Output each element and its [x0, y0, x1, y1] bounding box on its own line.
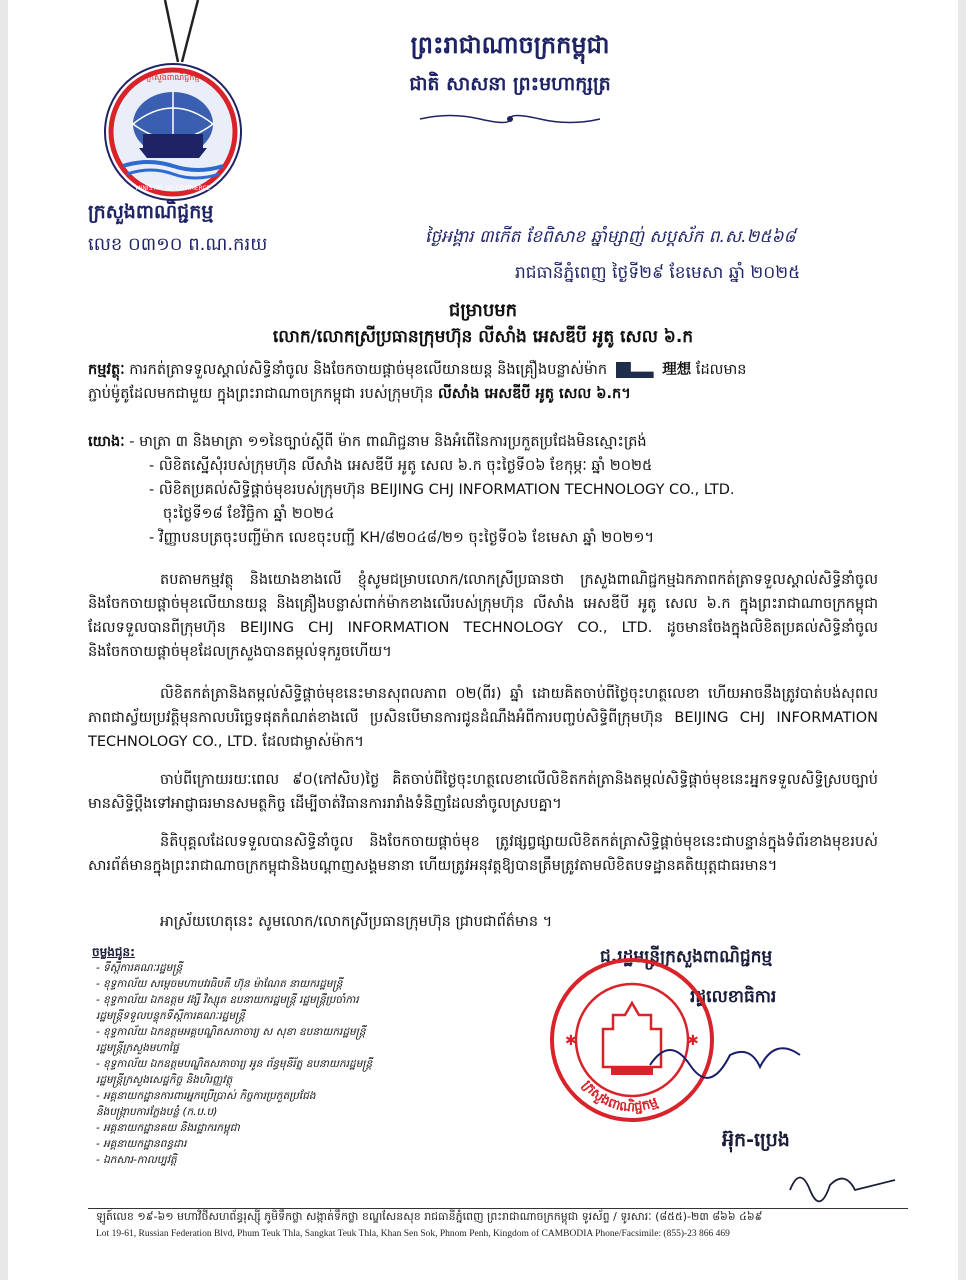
reference-item: មាត្រា ៣ និងមាត្រា ១១នៃច្បាប់ស្តីពី ម៉ាក ពាណិជ្ជនាម និងអំពើនៃការប្រកួតប្រជែងមិនស្មោះត្រង់: [139, 434, 647, 450]
seal-text: ក្រសួងពាណិជ្ជកម្ម: [579, 1077, 661, 1116]
reference-item: លិខិតប្រគល់សិទ្ធិផ្តាច់មុខរបស់ក្រុមហ៊ុន BEIJING CHJ INFORMATION TECHNOLOGY CO., LTD.: [158, 482, 735, 498]
body-paragraph: និតិបុគ្គលដែលទទួលបានសិទ្ធិនាំចូល និងចែកចាយផ្តាច់មុខ ត្រូវផ្សព្វផ្សាយលិខិតកត់ត្រាសិទ្ធិផ្តាច់មុខនេះជាបន្ទាន់ក្នុងទំព័រខាងមុខរបស់សារព័ត៌មានក្នុងព្រះរាជាណាចក្រកម្ពុជានិងបណ្តាញសង្គមនានា ហើយត្រូវអនុវត្តឱ្យបានត្រឹមត្រូវតាមលិខិតបទដ្ឋានគតិយុត្តជាធរមាន។: [88, 834, 878, 874]
subject-text-3: ភ្ជាប់ម៉ូតូ​ដែលមកជាមួយ ក្នុងព្រះរាជាណាចក្រកម្ពុជា របស់ក្រុមហ៊ុន: [88, 386, 434, 402]
salutation-label: ជម្រាបមក: [448, 300, 518, 321]
references-block: យោងៈ - មាត្រា ៣ និងមាត្រា ១១នៃច្បាប់ស្តីពី ម៉ាក ពាណិជ្ជនាម និងអំពើនៃការប្រកួតប្រជែងមិនស្មោះត្រង់ - លិខិតស្នើសុំរបស់ក្រុមហ៊ុន លីសាំង អេសឌីបី អូតូ សេល ៦.ក ចុះថ្ងៃទី០៦ ខែកុម្ភៈ ឆ្នាំ ២០២៥ - លិខិតប្រគល់សិទ្ធិផ្តាច់មុខរបស់ក្រុមហ៊ុន BEIJING CHJ INFORMATION TECHNOLOGY CO., LTD. ចុះថ្ងៃទី១៨ ខែវិច្ឆិកា ឆ្នាំ ២០២៤ - វិញ្ញាបនបត្រចុះបញ្ជីម៉ាក លេខចុះបញ្ជី KH/៨២០៤៨/២១ ចុះថ្ងៃទី០៦ ខែមេសា ឆ្នាំ ២០២១។: [88, 430, 878, 550]
lunar-date: ថ្ងៃអង្គារ ៣កើត ខែពិសាខ ឆ្នាំម្សាញ់ សប្តស័ក ព.ស.២៥៦៨: [425, 227, 796, 247]
footer-address-khmer: ឡូត៍លេខ ១៩-៦១ មហាវិថីសហព័ន្ធរុស្ស៊ី ភូមិទឹកថ្លា សង្កាត់ទឹកថ្លា ខណ្ឌសែនសុខ រាជធានីភ្នំពេញ ព្រះរាជាណាចក្រកម្ពុជា ទូរស័ព្ទ / ទូរសារៈ (៨៥៥)-២៣ ៨៦៦ ៤៦៩: [96, 1210, 763, 1223]
cc-item: - ឯកសារ-កាលប្បវត្តិ: [96, 1154, 177, 1166]
cc-item: - ខុទ្ទកាល័យ សម្តេចមហាបវរធិបតី ហ៊ុន ម៉ាណែត នាយករដ្ឋមន្ត្រី: [96, 978, 343, 990]
subject-label: កម្មវត្ថុៈ: [88, 362, 125, 378]
cc-item: រដ្ឋមន្ត្រីក្រសួងមហាផ្ទៃ: [96, 1042, 179, 1054]
handwritten-signature: [640, 1025, 810, 1085]
cc-item: រដ្ឋមន្ត្រីក្រសួងសេដ្ឋកិច្ច និងហិរញ្ញវត្ថុ: [96, 1074, 233, 1086]
cc-item: - ខុទ្ទកាល័យ ឯកឧត្តមបណ្ឌិតសភាចារ្យ អូន ព័ន្ធមុនីរ័ត្ន ឧបនាយករដ្ឋមន្ត្រី: [96, 1058, 373, 1070]
cc-item: - អគ្គនាយកដ្ឋានការពារអ្នកប្រើប្រាស់ កិច្ចការប្រកួតប្រជែង: [96, 1090, 316, 1102]
ornament-divider: [410, 112, 610, 126]
scan-edge-left: [0, 0, 8, 1280]
lanyard-string: [160, 0, 200, 70]
cc-item: - ខុទ្ទកាល័យ ឯកឧត្តម វង្សី វិស្សុត ឧបនាយករដ្ឋមន្ត្រី រដ្ឋមន្ត្រីប្រចាំការ: [96, 994, 359, 1006]
subject-company: លីសាំង អេសឌីបី អូតូ សេល ៦.ក។: [438, 386, 631, 402]
reference-item: វិញ្ញាបនបត្រចុះបញ្ជីម៉ាក លេខចុះបញ្ជី KH/៨២០៤៨/២១ ចុះថ្ងៃទី០៦ ខែមេសា ឆ្នាំ ២០២១។: [158, 530, 655, 546]
ministry-logo: [103, 62, 243, 202]
footer-address-english: Lot 19-61, Russian Federation Blvd, Phum Teuk Thla, Sangkat Teuk Thla, Khan Sen Sok, Phnom Penh, Kingdom of CAMBODIA Phone/Facsimile: (855)-23 866 469: [96, 1229, 730, 1239]
brand-name: 理想: [662, 362, 692, 378]
references-label: យោងៈ: [88, 434, 125, 450]
body-paragraph: តបតាមកម្មវត្ថុ និងយោងខាងលើ ខ្ញុំសូមជម្រាបលោក/លោកស្រីប្រធានថា ក្រសួងពាណិជ្ជកម្មឯកភាពកត់ត្រាទទួលស្គាល់សិទ្ធិនាំចូល និងចែកចាយផ្តាច់មុខលើយានយន្ត និងគ្រឿងបន្លាស់ពាក់ម៉ាកខាងលើរបស់ក្រុមហ៊ុន លីសាំង អេសឌីបី អូតូ សេល ៦.ក ក្នុងព្រះរាជាណាចក្រកម្ពុជា ដែលទទួលបានពីក្រុមហ៊ុន BEIJING CHJ INFORMATION TECHNOLOGY CO., LTD. ដូចមានចែងក្នុងលិខិតប្រគល់សិទ្ធិនាំចូល និងចែកចាយផ្តាច់មុខដែលក្រសួងបានតម្កល់ទុករួចហើយ។: [88, 572, 878, 660]
logo-caption-text: MINISTRY OF COMMERCE: [135, 185, 211, 192]
subject-block: [88, 358, 878, 406]
cc-item: និងបង្ក្រាបការក្លែងបន្លំ (ក.ប.ប): [96, 1106, 218, 1118]
body-paragraph: លិខិតកត់ត្រានិងតម្កល់សិទ្ធិផ្តាច់មុខនេះមានសុពលភាព ០២(ពីរ) ឆ្នាំ ដោយគិតចាប់ពីថ្ងៃចុះហត្ថលេខា ហើយអាចនឹងត្រូវបាត់បង់សុពលភាពជាស្វ័យប្រវត្តិមុនកាលបរិច្ឆេទផុតកំណត់ខាងលើ ប្រសិនបើមានការជូនដំណឹងអំពីការបញ្ចប់សិទ្ធិពីក្រុមហ៊ុន BEIJING CHJ INFORMATION TECHNOLOGY CO., LTD. ដែលជាម្ចាស់ម៉ាក។: [88, 686, 878, 750]
signatory-title: ជ.រដ្ឋមន្ត្រីក្រសួងពាណិជ្ជកម្ម: [600, 947, 773, 967]
scan-edge-right: [958, 0, 966, 1280]
svg-text:✱: ✱: [565, 1033, 577, 1049]
kingdom-title: ព្រះរាជាណាចក្រកម្ពុជា: [410, 31, 610, 59]
recipient-name: លោក/លោកស្រីប្រធានក្រុមហ៊ុន លីសាំង អេសឌីបី អូតូ សេល ៦.ក: [272, 327, 694, 347]
brand-logo-icon: [616, 362, 654, 378]
signatory-position: រដ្ឋលេខាធិការ: [690, 987, 777, 1007]
reference-number: លេខ ០៣១០ ព.ណ.ករយ: [88, 234, 268, 255]
cc-item: - ទីស្តីការគណៈរដ្ឋមន្ត្រី: [96, 962, 183, 974]
body-paragraph: ចាប់ពីក្រោយរយៈពេល ៩០(កៅសិប)ថ្ងៃ គិតចាប់ពីថ្ងៃចុះហត្ថលេខាលើលិខិតកត់ត្រានិងតម្កល់សិទ្ធិផ្តាច់មុខនេះអ្នកទទួលសិទ្ធិស្របច្បាប់មានសិទ្ធិប្តឹងទៅអាជ្ញាធរមានសមត្ថកិច្ច ដើម្បីចាត់វិធានការរារាំងទំនិញដែលនាំចូលស្របគ្នា។: [88, 772, 878, 812]
signatory-name: អ៊ុក-ប្រេង: [722, 1129, 790, 1151]
reference-item: លិខិតស្នើសុំរបស់ក្រុមហ៊ុន លីសាំង អេសឌីបី អូតូ សេល ៦.ក ចុះថ្ងៃទី០៦ ខែកុម្ភៈ ឆ្នាំ ២០២៥: [158, 458, 653, 474]
cc-item: រដ្ឋមន្ត្រីទទួលបន្ទុកទីស្តីការគណៈរដ្ឋមន្ត្រី: [96, 1010, 245, 1022]
initial-signature: [785, 1160, 905, 1210]
closing-line: អាស្រ័យហេតុនេះ សូមលោក/លោកស្រីប្រធានក្រុមហ៊ុន ជ្រាបជាព័ត៌មាន ។: [160, 914, 553, 930]
logo-banner-text: ក្រសួងពាណិជ្ជកម្ម: [146, 73, 200, 82]
solar-date: រាជធានីភ្នំពេញ ថ្ងៃទី២៩ ខែមេសា ឆ្នាំ ២០២៥: [515, 263, 801, 283]
cc-item: - ខុទ្ទកាល័យ ឯកឧត្តមអគ្គបណ្ឌិតសភាចារ្យ ស សុខា ឧបនាយករដ្ឋមន្ត្រី: [96, 1026, 366, 1038]
cc-title: ចម្លងជូន:: [92, 945, 135, 959]
subject-text-1: ការកត់ត្រាទទួលស្គាល់សិទ្ធិនាំចូល និងចែកចាយផ្តាច់មុខលើយានយន្ត និងគ្រឿងបន្លាស់ម៉ាក: [129, 362, 608, 378]
subject-text-2: ដែលមាន: [695, 362, 747, 378]
cc-list: [96, 960, 436, 1168]
national-motto: ជាតិ សាសនា ព្រះមហាក្សត្រ: [409, 73, 611, 95]
ministry-name: ក្រសួងពាណិជ្ជកម្ម: [88, 201, 214, 223]
cc-item: - អគ្គនាយកដ្ឋានពន្ធដារ: [96, 1138, 187, 1150]
reference-item: ចុះថ្ងៃទី១៨ ខែវិច្ឆិកា ឆ្នាំ ២០២៤: [163, 506, 335, 522]
svg-text:✱: ✱: [687, 1033, 699, 1049]
footer-divider: [88, 1208, 908, 1209]
cc-item: - អគ្គនាយកដ្ឋានគយ និងរដ្ឋាករកម្ពុជា: [96, 1122, 240, 1134]
